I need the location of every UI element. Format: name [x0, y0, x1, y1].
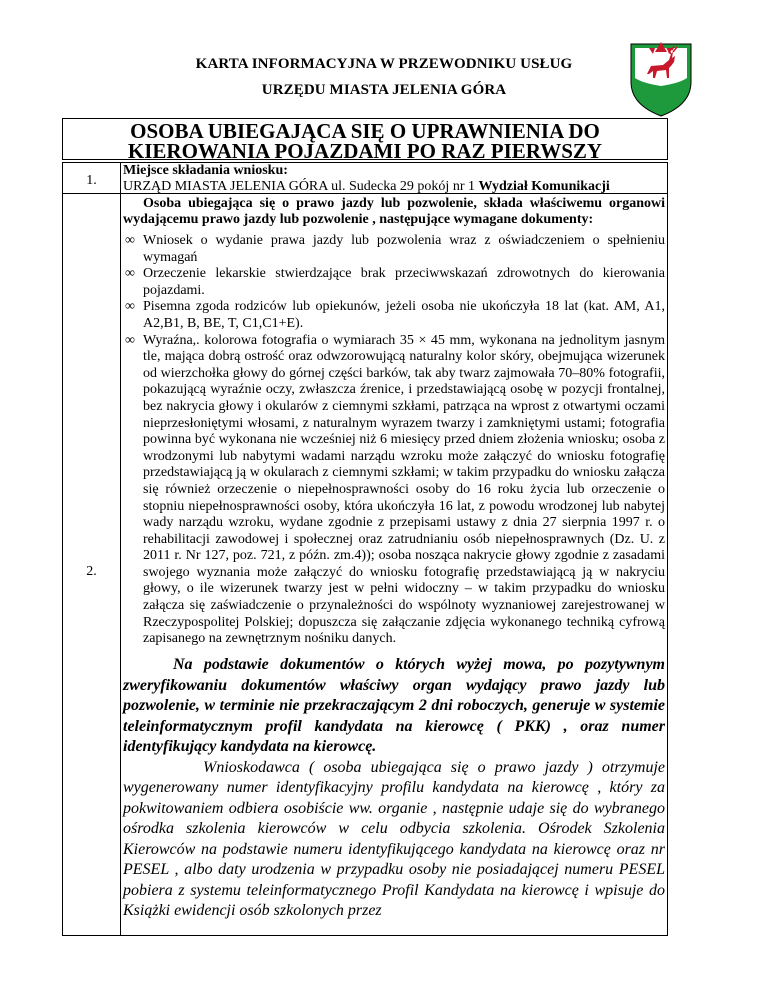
row-number-1: 1. [86, 173, 97, 188]
document-text: Wniosek o wydanie prawa jazdy lub pozwolenia wraz z oświadczeniem o spełnieniu wymagań [143, 233, 665, 265]
row-number-2: 2. [86, 564, 97, 579]
procedure-paragraph-2: Wnioskodawca ( osoba ubiegająca się o prawo jazdy ) otrzymuje wygenerowany numer identyfikacyjny profilu kandydata na kierowcę , który za pokwitowaniem odbiera osobiście ww. organie , następnie udaje się do wybranego ośrodka szkolenia kierowców w celu odbycia szkolenia. Ośrodek Szkolenia Kierowców na podstawie numeru identyfikującego kandydata na kierowcę oraz nr PESEL , albo daty urodzenia w przypadku osoby nie posiadającej numeru PESEL pobiera z systemu teleinformatycznego Profil Kandydata na kierowcę i wpisuje do Książki ewidencji osób szkolonych przez [123, 758, 665, 919]
document-text: Wyraźna,. kolorowa fotografia o wymiarach 35 × 45 mm, wykonana na jednolitym jasnym tle, mająca dobrą ostrość oraz odwzorowującą naturalny kolor skóry, obejmująca wizerunek od wierzchołka głowy do górnej części barków, tak aby twarz zajmowała 70–80% fotografii, pokazującą wyraźnie oczy, zwłaszcza źrenice, i przedstawiającą osobę w pozycji frontalnej, bez nakrycia głowy i okularów z ciemnymi szkłami, patrząca na wprost z otwartymi oczami nieprzesłoniętymi włosami, z naturalnym wyrazem twarzy i zamkniętymi ustami; fotografia powinna być wykonana nie wcześniej niż 6 miesięcy przed dniem złożenia wniosku; osoba z wrodzonymi lub nabytymi wadami narządu wzroku może załączyć do wniosku fotografię przedstawiającą ją w okularach z ciemnymi szkłami; w takim przypadku do wniosku załącza się również orzeczenie o niepełnosprawności osoby do 16 roku życia lub orzeczenie o stopniu niepełnosprawności osoby, która ukończyła 16 lat, z powodu wrodzonej lub nabytej wady narządu wzroku, wydane zgodnie z przepisami ustawy z dnia 27 sierpnia 1997 r. o rehabilitacji zawodowej i społecznej oraz zatrudnianiu osób niepełnosprawnych (Dz. U. z 2011 r. Nr 127, poz. 721, z późn. zm.4)); osoba nosząca nakrycie głowy zgodnie z zasadami swojego wyznania może załączyć do wniosku fotografię przedstawiającą ją w nakryciu głowy, o ile wizerunek twarzy jest w pełni widoczny – w takim przypadku do wniosku załącza się zaświadczenie o przynależności do wspólnoty wyznaniowej zarejestrowanej w Rzeczypospolitej Polskiej; dopuszcza się załączanie zdjęcia wykonanego techniką cyfrową zapisanego na zewnętrznym nośniku danych. [143, 332, 665, 647]
bullet-icon: ∞ [125, 332, 135, 348]
documents-intro: Osoba ubiegająca się o prawo jazdy lub pozwolenie, składa właściwemu organowi wydającemu prawo jazdy lub pozwolenie , następujące wymagane dokumenty: [123, 196, 665, 227]
bullet-icon: ∞ [125, 233, 135, 248]
department-name: Wydział Komunikacji [478, 179, 610, 194]
header-title-line1: KARTA INFORMACYJNA W PRZEWODNIKU USŁUG [195, 56, 573, 72]
column-divider [120, 163, 121, 935]
document-item [123, 233, 665, 266]
document-item [123, 299, 665, 332]
page-title: OSOBA UBIEGAJĄCA SIĘ O UPRAWNIENIA DO KIEROWANIA POJAZDAMI PO RAZ PIERWSZY [62, 118, 668, 160]
submission-place-address [123, 179, 665, 195]
document-item [123, 266, 665, 299]
bullet-icon: ∞ [125, 299, 135, 315]
required-documents-list [123, 233, 665, 648]
address-text: URZĄD MIASTA JELENIA GÓRA ul. Sudecka 29 pokój nr 1 [123, 179, 479, 194]
document-text: Orzeczenie lekarskie stwierdzające brak przeciwwskazań zdrowotnych do kierowania pojazdami. [143, 266, 665, 298]
city-crest-icon [627, 38, 695, 118]
submission-place [123, 163, 665, 195]
procedure-description [123, 655, 665, 922]
bullet-icon: ∞ [125, 266, 135, 282]
document-item [123, 333, 665, 648]
info-table [62, 162, 668, 936]
submission-place-label: Miejsce składania wniosku: [123, 163, 288, 178]
document-text: Pisemna zgoda rodziców lub opiekunów, jeżeli osoba nie ukończyła 18 lat (kat. AM, A1, A2,B1, B, BE, T, C1,C1+E). [143, 299, 665, 331]
row-divider [63, 193, 120, 194]
procedure-paragraph-1: Na podstawie dokumentów o których wyżej mowa, po pozytywnym zweryfikowaniu dokumentów właściwy organ wydający prawo jazdy lub pozwolenie, w terminie nie przekraczającym 2 dni roboczych, generuje w systemie teleinformatycznym profil kandydata na kierowcę ( PKK) , oraz numer identyfikujący kandydata na kierowcę. [123, 656, 665, 755]
header-title-line2: URZĘDU MIASTA JELENIA GÓRA [261, 82, 507, 98]
